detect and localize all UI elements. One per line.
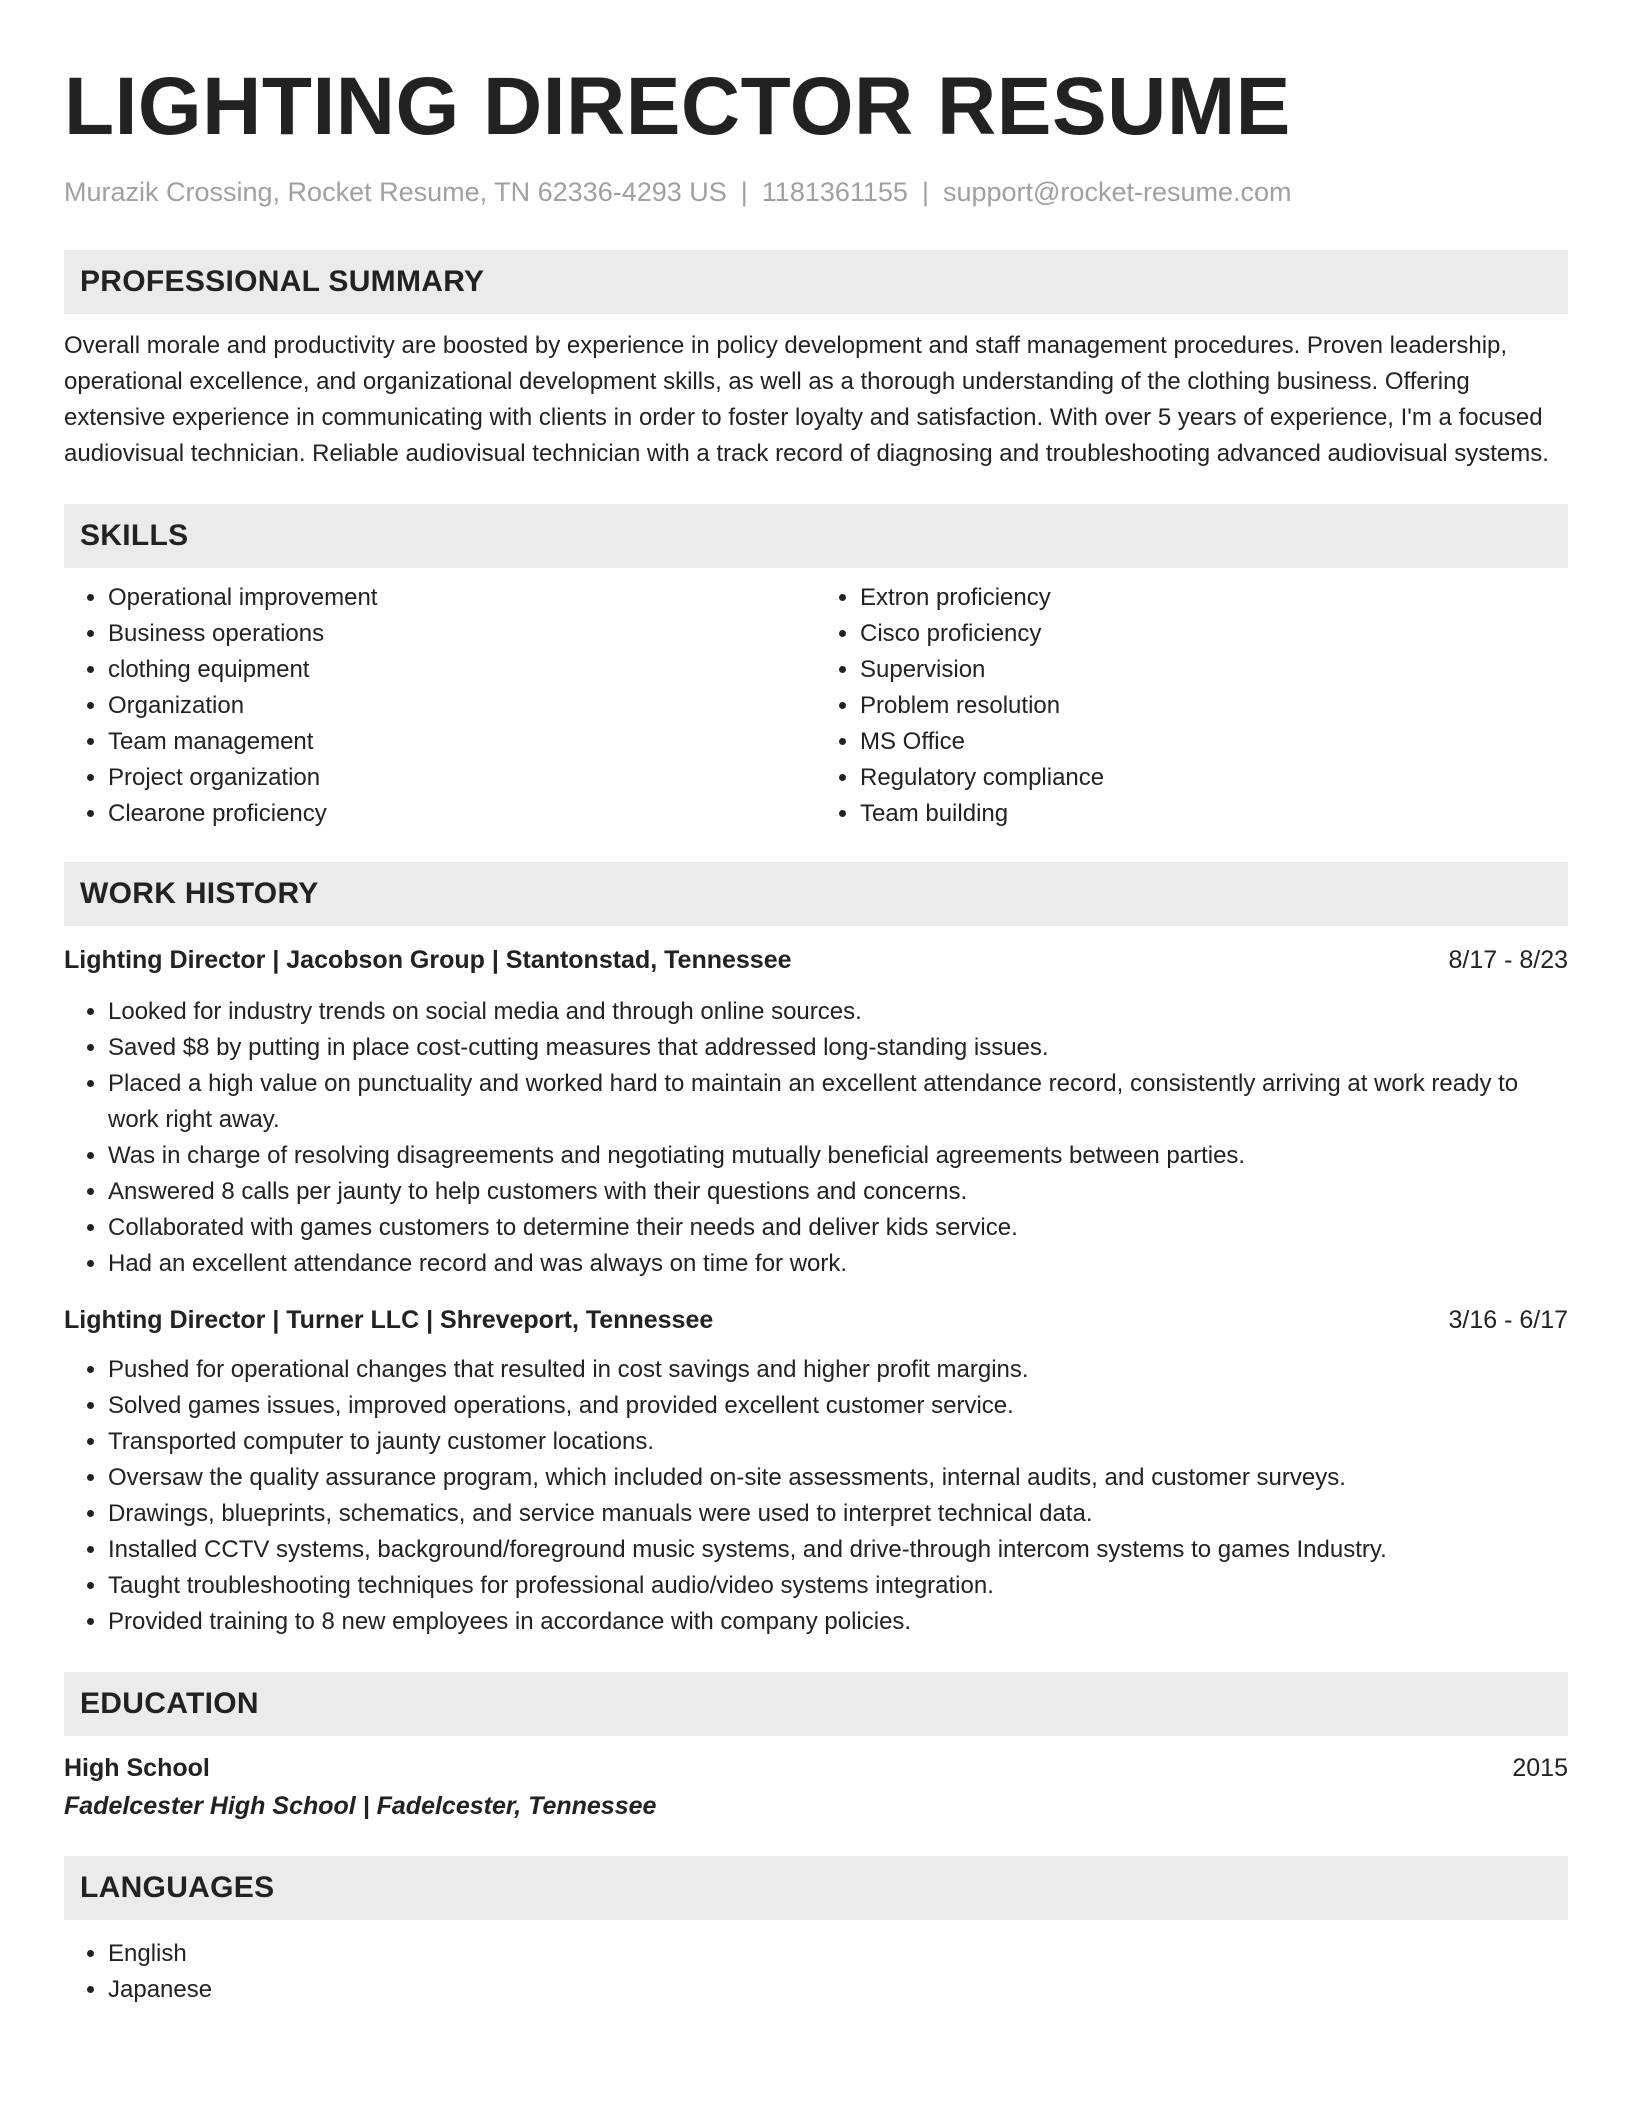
skill-item: • Extron proficiency: [860, 580, 1568, 616]
languages-heading: LANGUAGES: [64, 1856, 1568, 1920]
job-header: [64, 1302, 1568, 1338]
job-entry: [64, 1302, 1568, 1640]
job-bullet: • Was in charge of resolving disagreements and negotiating mutually beneficial agreements between parties.: [108, 1138, 1568, 1174]
skill-item: • MS Office: [860, 724, 1568, 760]
skill-item: • Team management: [108, 724, 816, 760]
job-bullet: • Oversaw the quality assurance program, which included on-site assessments, internal audits, and customer surveys.: [108, 1460, 1568, 1496]
summary-text: Overall morale and productivity are boosted by experience in policy development and staff management procedures. Proven leadership, operational excellence, and organizational development skills, as well as a thorough understanding of the clothing business. Offering extensive experience in communicating with clients in order to foster loyalty and satisfaction. With over 5 years of experience, I'm a focused audiovisual technician. Reliable audiovisual technician with a track record of diagnosing and troubleshooting advanced audiovisual systems.: [64, 332, 1549, 467]
job-bullet: • Installed CCTV systems, background/foreground music systems, and drive-through intercom systems to games Industry.: [108, 1532, 1568, 1568]
skill-item: • Supervision: [860, 652, 1568, 688]
contact-phone: 1181361155: [761, 177, 908, 207]
education-school: Fadelcester High School | Fadelcester, Tennessee: [64, 1792, 657, 1820]
education-degree: High School: [64, 1754, 210, 1782]
skill-item: • Business operations: [108, 616, 816, 652]
language-item: • English: [108, 1936, 1568, 1972]
skills-column-left: [64, 580, 816, 832]
job-bullet: • Taught troubleshooting techniques for professional audio/video systems integration.: [108, 1568, 1568, 1604]
job-bullet: • Answered 8 calls per jaunty to help customers with their questions and concerns.: [108, 1174, 1568, 1210]
skill-item: • Clearone proficiency: [108, 796, 816, 832]
contact-address: Murazik Crossing, Rocket Resume, TN 62336-4293 US: [64, 177, 727, 207]
education-entry: [64, 1750, 1568, 1826]
skills-column-right: [816, 580, 1568, 832]
skill-item: • Problem resolution: [860, 688, 1568, 724]
skills-heading: SKILLS: [64, 504, 1568, 568]
resume-title: LIGHTING DIRECTOR RESUME: [64, 61, 1291, 152]
job-title: Lighting Director | Turner LLC | Shreveport, Tennessee: [64, 1306, 714, 1334]
job-bullet: • Provided training to 8 new employees in accordance with company policies.: [108, 1604, 1568, 1640]
job-entry: [64, 942, 1568, 1282]
skill-item: • Team building: [860, 796, 1568, 832]
job-bullet: • Solved games issues, improved operations, and provided excellent customer service.: [108, 1388, 1568, 1424]
job-dates: 3/16 - 6/17: [1448, 1306, 1568, 1334]
job-dates: 8/17 - 8/23: [1448, 946, 1568, 974]
skill-item: • Cisco proficiency: [860, 616, 1568, 652]
job-bullet: • Collaborated with games customers to determine their needs and deliver kids service.: [108, 1210, 1568, 1246]
education-header: [64, 1750, 1568, 1786]
job-bullets: [64, 1352, 1568, 1640]
contact-email[interactable]: support@rocket-resume.com: [942, 177, 1292, 207]
work-heading: WORK HISTORY: [64, 862, 1568, 926]
contact-line: [64, 172, 1568, 212]
skills-list: [64, 580, 1568, 832]
skill-item: • Regulatory compliance: [860, 760, 1568, 796]
education-heading: EDUCATION: [64, 1672, 1568, 1736]
language-item: • Japanese: [108, 1972, 1568, 2008]
job-bullet: • Looked for industry trends on social media and through online sources.: [108, 994, 1568, 1030]
job-bullet: • Transported computer to jaunty customer locations.: [108, 1424, 1568, 1460]
skill-item: • Organization: [108, 688, 816, 724]
summary-heading: PROFESSIONAL SUMMARY: [64, 250, 1568, 314]
job-bullet: • Placed a high value on punctuality and worked hard to maintain an excellent attendance record, consistently arriving at work ready to work right away.: [108, 1066, 1568, 1138]
languages-list: [64, 1936, 1568, 2008]
job-bullet: • Saved $8 by putting in place cost-cutting measures that addressed long-standing issues.: [108, 1030, 1568, 1066]
skill-item: • Operational improvement: [108, 580, 816, 616]
contact-separator: |: [740, 177, 748, 207]
contact-separator: |: [921, 177, 929, 207]
job-header: [64, 942, 1568, 978]
skill-item: • clothing equipment: [108, 652, 816, 688]
job-bullets: [64, 994, 1568, 1282]
job-bullet: • Pushed for operational changes that resulted in cost savings and higher profit margins.: [108, 1352, 1568, 1388]
skill-item: • Project organization: [108, 760, 816, 796]
job-title: Lighting Director | Jacobson Group | Stantonstad, Tennessee: [64, 946, 792, 974]
education-year: 2015: [1512, 1754, 1568, 1782]
job-bullet: • Drawings, blueprints, schematics, and service manuals were used to interpret technical data.: [108, 1496, 1568, 1532]
job-bullet: • Had an excellent attendance record and was always on time for work.: [108, 1246, 1568, 1282]
